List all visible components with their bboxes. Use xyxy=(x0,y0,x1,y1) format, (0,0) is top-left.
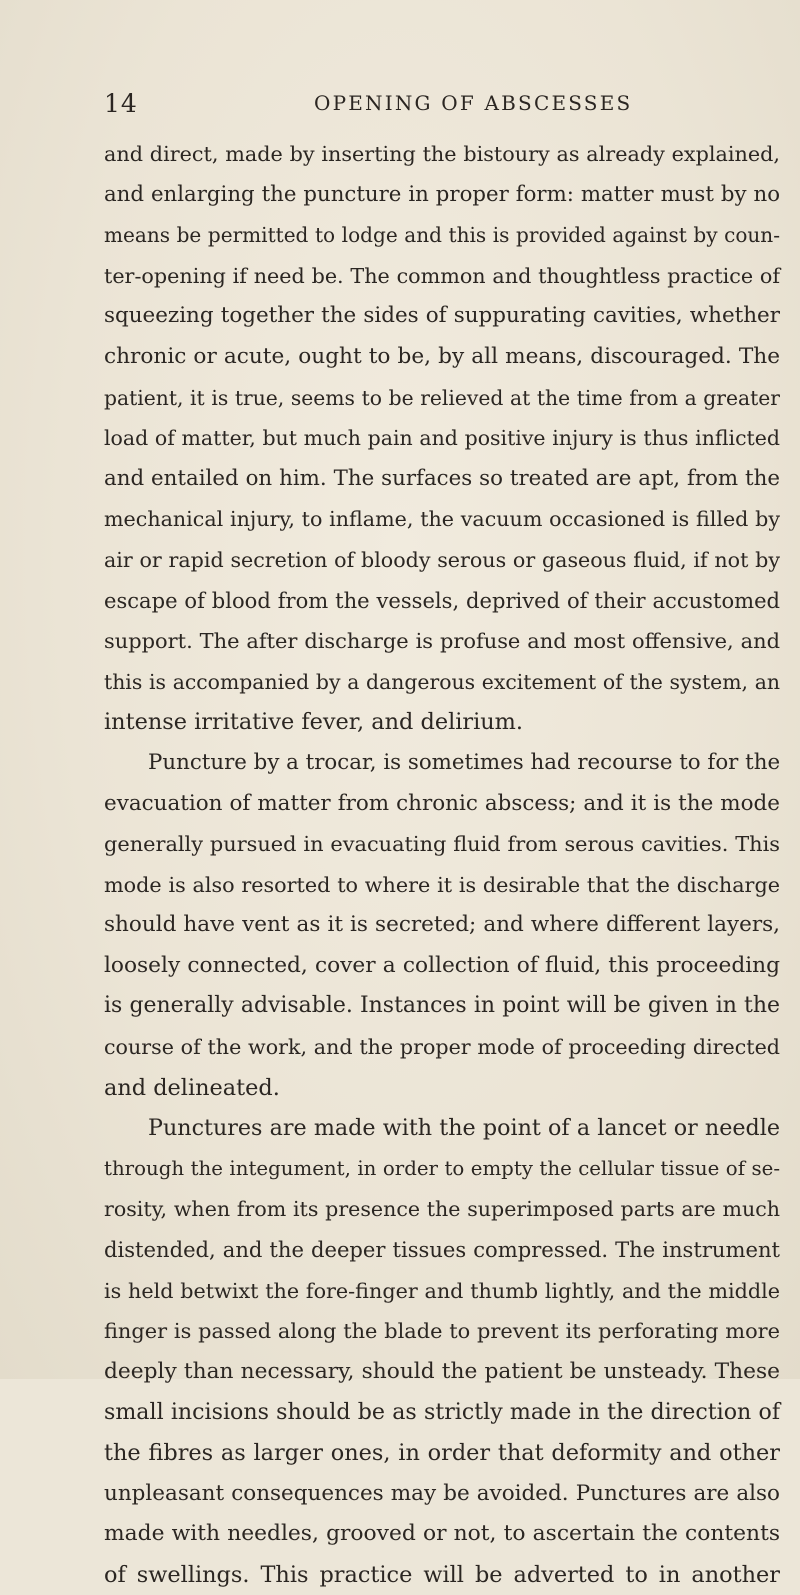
text-line: air or rapid secretion of bloody serous or gaseous fluid, if not by xyxy=(104,547,780,572)
text-line: chronic or acute, ought to be, by all means, discouraged. The xyxy=(104,343,780,369)
text-line: should have vent as it is secreted; and where different layers, xyxy=(104,912,780,938)
text-line: small incisions should be as strictly made in the direction of xyxy=(104,1399,780,1426)
text-line: rosity, when from its presence the superimposed parts are much xyxy=(104,1197,780,1222)
text-line: distended, and the deeper tissues compressed. The instrument xyxy=(104,1237,780,1263)
text-line: unpleasant consequences may be avoided. Punctures are also xyxy=(104,1480,780,1506)
page-number: 14 xyxy=(104,89,138,118)
text-line: mode is also resorted to where it is desirable that the discharge xyxy=(104,872,780,897)
text-line: deeply than necessary, should the patient be unsteady. These xyxy=(104,1358,780,1384)
text-line: loosely connected, cover a collection of fluid, this proceeding xyxy=(104,952,780,978)
text-line: and direct, made by inserting the bistoury as already explained, xyxy=(104,142,780,166)
paragraph-start-line: Punctures are made with the point of a lancet or needle xyxy=(148,1115,780,1142)
text-line: course of the work, and the proper mode of proceeding directed xyxy=(104,1035,780,1060)
text-line: patient, it is true, seems to be relieved at the time from a greater xyxy=(104,385,780,410)
text-line: mechanical injury, to inflame, the vacuum occasioned is filled by xyxy=(104,507,780,532)
text-line: ter-opening if need be. The common and thoughtless practice of xyxy=(104,263,780,288)
text-line: is held betwixt the fore-finger and thumb lightly, and the middle xyxy=(104,1278,780,1303)
text-line: is generally advisable. Instances in point will be given in the xyxy=(104,993,780,1019)
page-header xyxy=(104,89,780,121)
text-line: of swellings. This practice will be adverted to in another xyxy=(104,1561,780,1588)
text-line: and enlarging the puncture in proper form: matter must by no xyxy=(104,181,780,207)
text-line: escape of blood from the vessels, deprived of their accustomed xyxy=(104,587,780,613)
running-title: OPENING OF ABSCESSES xyxy=(314,91,633,115)
text-line: and entailed on him. The surfaces so treated are apt, from the xyxy=(104,465,780,491)
paragraph-end-line: and delineated. xyxy=(104,1074,280,1101)
text-line: this is accompanied by a dangerous excitement of the system, an xyxy=(104,669,780,694)
text-line: through the integument, in order to empty the cellular tissue of se- xyxy=(104,1156,780,1180)
text-line: support. The after discharge is profuse and most offensive, and xyxy=(104,629,780,654)
text-line: evacuation of matter from chronic abscess; and it is the mode xyxy=(104,790,780,816)
text-line: load of matter, but much pain and positive injury is thus inflicted xyxy=(104,426,780,451)
text-line: squeezing together the sides of suppurating cavities, whether xyxy=(104,303,780,329)
text-line: made with needles, grooved or not, to ascertain the contents xyxy=(104,1521,780,1547)
text-line: generally pursued in evacuating fluid from serous cavities. This xyxy=(104,832,780,857)
text-line: means be permitted to lodge and this is provided against by coun- xyxy=(104,223,780,248)
text-line: the fibres as larger ones, in order that deformity and other xyxy=(104,1440,780,1466)
paragraph-end-line: intense irritative fever, and delirium. xyxy=(104,709,524,736)
body-text xyxy=(104,134,780,1595)
text-line: finger is passed along the blade to prevent its perforating more xyxy=(104,1319,780,1344)
paragraph-start-line: Puncture by a trocar, is sometimes had recourse to for the xyxy=(148,749,781,775)
